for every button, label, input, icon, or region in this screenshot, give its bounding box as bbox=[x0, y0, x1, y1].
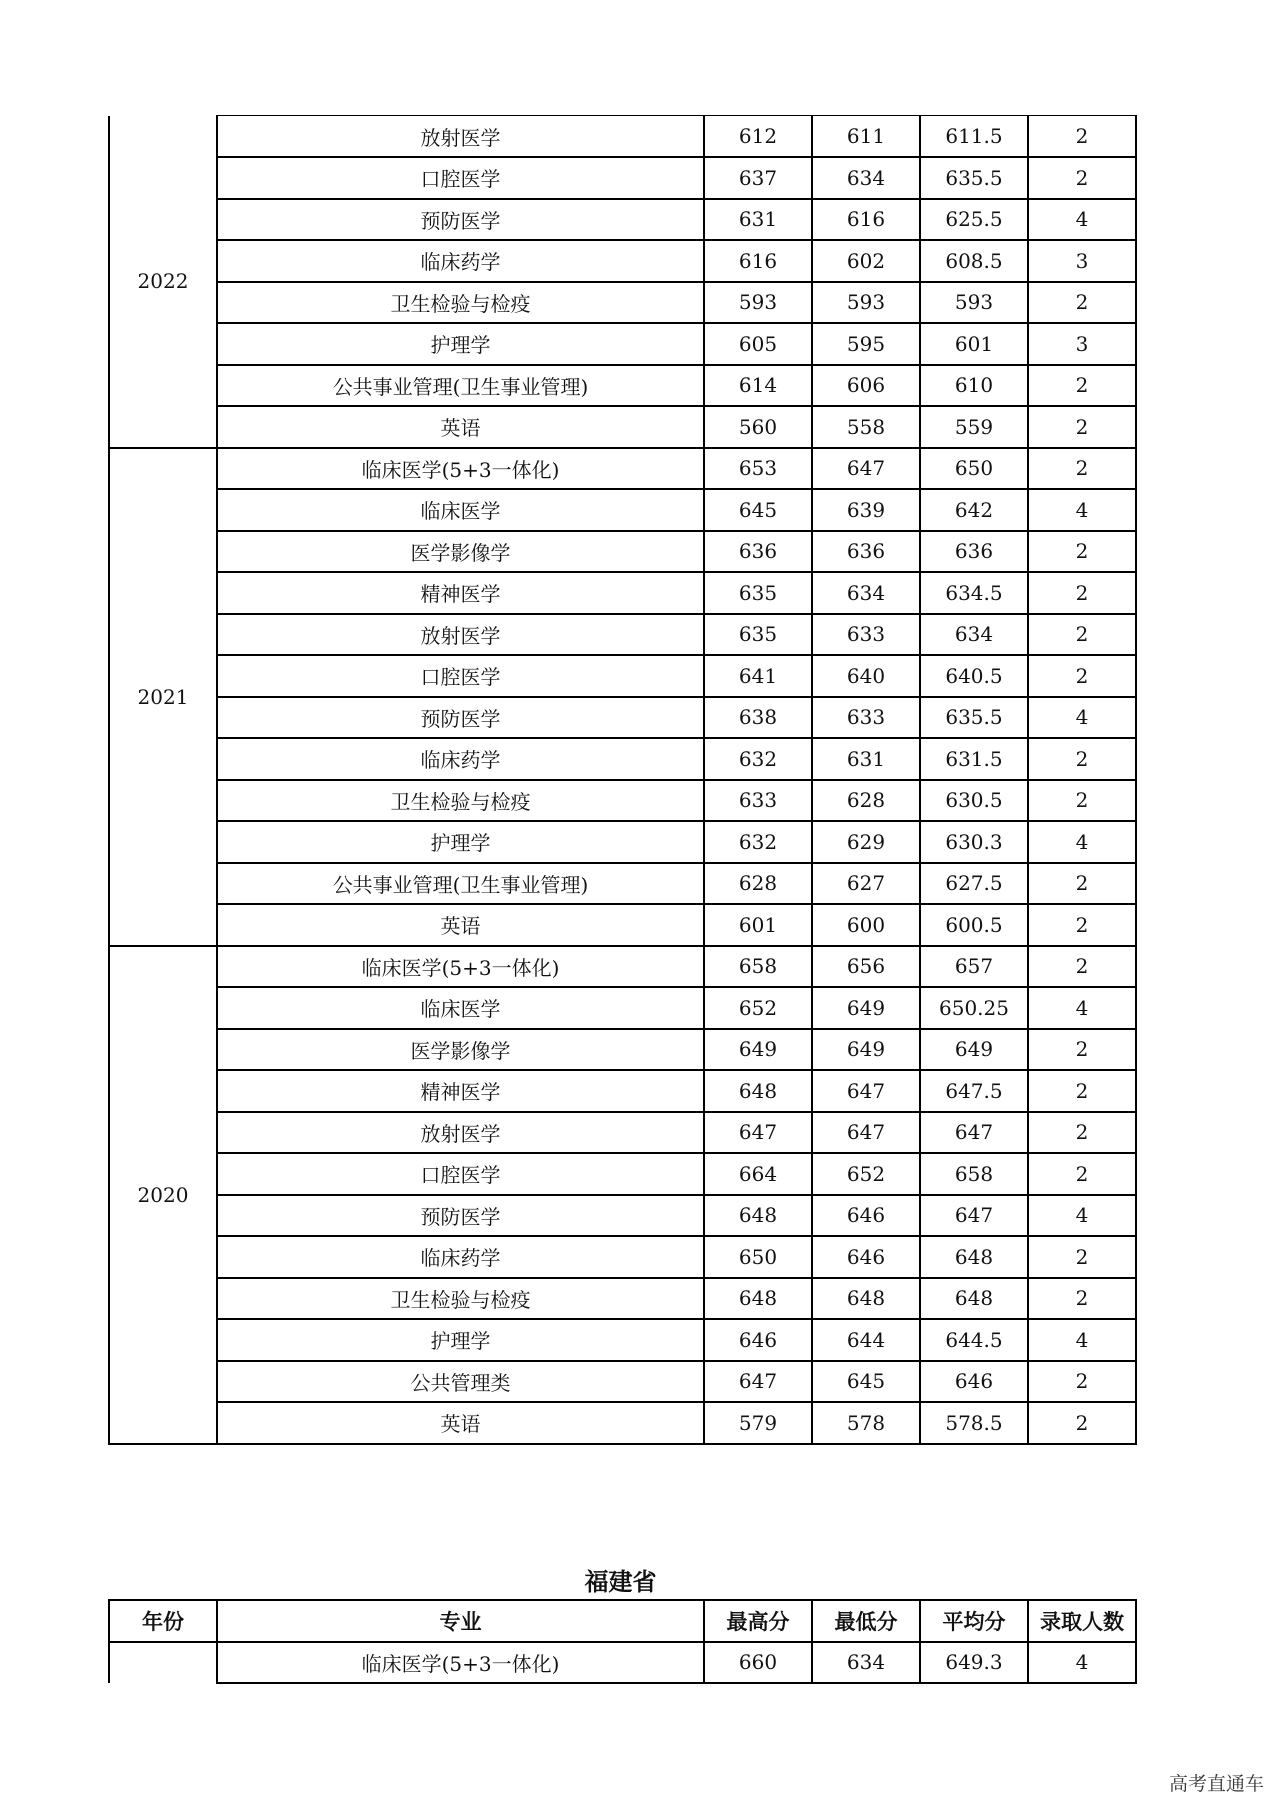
table-row bbox=[109, 157, 1136, 199]
admitted-count-cell: 2 bbox=[1028, 157, 1136, 199]
avg-score-cell: 631.5 bbox=[920, 738, 1028, 780]
table-row bbox=[109, 1361, 1136, 1403]
admitted-count-cell: 2 bbox=[1028, 1153, 1136, 1195]
admitted-count-cell: 2 bbox=[1028, 780, 1136, 822]
major-cell: 精神医学 bbox=[217, 572, 704, 614]
admitted-count-cell: 4 bbox=[1028, 987, 1136, 1029]
table-row bbox=[109, 946, 1136, 988]
min-score-cell: 646 bbox=[812, 1195, 920, 1237]
min-score-cell: 602 bbox=[812, 240, 920, 282]
admitted-count-cell: 2 bbox=[1028, 863, 1136, 905]
admitted-count-cell: 3 bbox=[1028, 323, 1136, 365]
avg-score-cell: 559 bbox=[920, 406, 1028, 448]
max-score-cell: 650 bbox=[704, 1236, 812, 1278]
max-score-cell: 647 bbox=[704, 1361, 812, 1403]
table-row bbox=[109, 1029, 1136, 1071]
major-cell: 临床药学 bbox=[217, 738, 704, 780]
max-score-cell: 660 bbox=[704, 1642, 812, 1684]
avg-score-cell: 650 bbox=[920, 448, 1028, 490]
min-score-cell: 611 bbox=[812, 116, 920, 158]
min-score-cell: 645 bbox=[812, 1361, 920, 1403]
header-year: 年份 bbox=[109, 1600, 217, 1642]
max-score-cell: 593 bbox=[704, 282, 812, 324]
table-row bbox=[109, 863, 1136, 905]
table-row bbox=[109, 531, 1136, 573]
major-cell: 卫生检验与检疫 bbox=[217, 282, 704, 324]
major-cell: 护理学 bbox=[217, 323, 704, 365]
major-cell: 临床药学 bbox=[217, 1236, 704, 1278]
admitted-count-cell: 2 bbox=[1028, 1278, 1136, 1320]
major-cell: 英语 bbox=[217, 904, 704, 946]
major-cell: 精神医学 bbox=[217, 1070, 704, 1112]
major-cell: 放射医学 bbox=[217, 1112, 704, 1154]
avg-score-cell: 630.5 bbox=[920, 780, 1028, 822]
table-row bbox=[109, 1195, 1136, 1237]
max-score-cell: 641 bbox=[704, 655, 812, 697]
avg-score-cell: 648 bbox=[920, 1236, 1028, 1278]
year-cell: 2021 bbox=[109, 448, 217, 946]
max-score-cell: 652 bbox=[704, 987, 812, 1029]
avg-score-cell: 649 bbox=[920, 1029, 1028, 1071]
avg-score-cell: 611.5 bbox=[920, 116, 1028, 158]
score-table-body bbox=[109, 116, 1136, 1444]
min-score-cell: 633 bbox=[812, 614, 920, 656]
max-score-cell: 616 bbox=[704, 240, 812, 282]
admitted-count-cell: 4 bbox=[1028, 1319, 1136, 1361]
table-row bbox=[109, 240, 1136, 282]
avg-score-cell: 646 bbox=[920, 1361, 1028, 1403]
max-score-cell: 631 bbox=[704, 199, 812, 241]
table-row bbox=[109, 904, 1136, 946]
min-score-cell: 633 bbox=[812, 697, 920, 739]
table-row bbox=[109, 821, 1136, 863]
admitted-count-cell: 2 bbox=[1028, 614, 1136, 656]
table-row bbox=[109, 282, 1136, 324]
major-cell: 临床医学 bbox=[217, 489, 704, 531]
header-max-score: 最高分 bbox=[704, 1600, 812, 1642]
header-avg-score: 平均分 bbox=[920, 1600, 1028, 1642]
avg-score-cell: 593 bbox=[920, 282, 1028, 324]
major-cell: 放射医学 bbox=[217, 116, 704, 158]
min-score-cell: 627 bbox=[812, 863, 920, 905]
min-score-cell: 636 bbox=[812, 531, 920, 573]
max-score-cell: 632 bbox=[704, 821, 812, 863]
min-score-cell: 606 bbox=[812, 365, 920, 407]
min-score-cell: 639 bbox=[812, 489, 920, 531]
table-row bbox=[109, 1278, 1136, 1320]
avg-score-cell: 657 bbox=[920, 946, 1028, 988]
major-cell: 临床医学 bbox=[217, 987, 704, 1029]
min-score-cell: 646 bbox=[812, 1236, 920, 1278]
major-cell: 卫生检验与检疫 bbox=[217, 780, 704, 822]
avg-score-cell: 600.5 bbox=[920, 904, 1028, 946]
table-row bbox=[109, 365, 1136, 407]
major-cell: 口腔医学 bbox=[217, 1153, 704, 1195]
admitted-count-cell: 2 bbox=[1028, 1112, 1136, 1154]
table-row bbox=[109, 987, 1136, 1029]
table-row bbox=[109, 738, 1136, 780]
admitted-count-cell: 4 bbox=[1028, 821, 1136, 863]
admitted-count-cell: 4 bbox=[1028, 1642, 1136, 1684]
year-cell bbox=[109, 1642, 217, 1684]
admitted-count-cell: 2 bbox=[1028, 531, 1136, 573]
table-row bbox=[109, 1236, 1136, 1278]
min-score-cell: 593 bbox=[812, 282, 920, 324]
major-cell: 医学影像学 bbox=[217, 1029, 704, 1071]
max-score-cell: 635 bbox=[704, 572, 812, 614]
table-row bbox=[109, 780, 1136, 822]
max-score-cell: 579 bbox=[704, 1402, 812, 1444]
min-score-cell: 634 bbox=[812, 1642, 920, 1684]
major-cell: 卫生检验与检疫 bbox=[217, 1278, 704, 1320]
min-score-cell: 652 bbox=[812, 1153, 920, 1195]
min-score-cell: 578 bbox=[812, 1402, 920, 1444]
major-cell: 护理学 bbox=[217, 821, 704, 863]
header-major: 专业 bbox=[217, 1600, 704, 1642]
avg-score-cell: 650.25 bbox=[920, 987, 1028, 1029]
max-score-cell: 649 bbox=[704, 1029, 812, 1071]
max-score-cell: 637 bbox=[704, 157, 812, 199]
major-cell: 护理学 bbox=[217, 1319, 704, 1361]
avg-score-cell: 647 bbox=[920, 1195, 1028, 1237]
min-score-cell: 647 bbox=[812, 1112, 920, 1154]
table-row bbox=[109, 1642, 1136, 1684]
table-row bbox=[109, 655, 1136, 697]
max-score-cell: 605 bbox=[704, 323, 812, 365]
province-score-table bbox=[108, 1599, 1137, 1684]
major-cell: 临床医学(5+3一体化) bbox=[217, 1642, 704, 1684]
min-score-cell: 629 bbox=[812, 821, 920, 863]
min-score-cell: 634 bbox=[812, 157, 920, 199]
major-cell: 口腔医学 bbox=[217, 157, 704, 199]
avg-score-cell: 630.3 bbox=[920, 821, 1028, 863]
admitted-count-cell: 2 bbox=[1028, 1402, 1136, 1444]
year-cell: 2020 bbox=[109, 946, 217, 1444]
max-score-cell: 601 bbox=[704, 904, 812, 946]
min-score-cell: 628 bbox=[812, 780, 920, 822]
avg-score-cell: 608.5 bbox=[920, 240, 1028, 282]
min-score-cell: 648 bbox=[812, 1278, 920, 1320]
header-min-score: 最低分 bbox=[812, 1600, 920, 1642]
min-score-cell: 558 bbox=[812, 406, 920, 448]
max-score-cell: 648 bbox=[704, 1278, 812, 1320]
admitted-count-cell: 2 bbox=[1028, 904, 1136, 946]
year-cell: 2022 bbox=[109, 116, 217, 448]
max-score-cell: 614 bbox=[704, 365, 812, 407]
table-row bbox=[109, 1319, 1136, 1361]
min-score-cell: 656 bbox=[812, 946, 920, 988]
max-score-cell: 648 bbox=[704, 1070, 812, 1112]
min-score-cell: 595 bbox=[812, 323, 920, 365]
max-score-cell: 638 bbox=[704, 697, 812, 739]
max-score-cell: 633 bbox=[704, 780, 812, 822]
admitted-count-cell: 2 bbox=[1028, 1029, 1136, 1071]
major-cell: 公共管理类 bbox=[217, 1361, 704, 1403]
table-row bbox=[109, 489, 1136, 531]
min-score-cell: 600 bbox=[812, 904, 920, 946]
max-score-cell: 664 bbox=[704, 1153, 812, 1195]
min-score-cell: 649 bbox=[812, 987, 920, 1029]
avg-score-cell: 658 bbox=[920, 1153, 1028, 1195]
max-score-cell: 648 bbox=[704, 1195, 812, 1237]
min-score-cell: 649 bbox=[812, 1029, 920, 1071]
admitted-count-cell: 2 bbox=[1028, 282, 1136, 324]
min-score-cell: 647 bbox=[812, 1070, 920, 1112]
min-score-cell: 644 bbox=[812, 1319, 920, 1361]
admitted-count-cell: 4 bbox=[1028, 697, 1136, 739]
table-row bbox=[109, 323, 1136, 365]
avg-score-cell: 625.5 bbox=[920, 199, 1028, 241]
table-row bbox=[109, 1070, 1136, 1112]
table-row bbox=[109, 1402, 1136, 1444]
avg-score-cell: 635.5 bbox=[920, 157, 1028, 199]
major-cell: 医学影像学 bbox=[217, 531, 704, 573]
admitted-count-cell: 4 bbox=[1028, 489, 1136, 531]
major-cell: 预防医学 bbox=[217, 1195, 704, 1237]
avg-score-cell: 627.5 bbox=[920, 863, 1028, 905]
admitted-count-cell: 2 bbox=[1028, 448, 1136, 490]
avg-score-cell: 644.5 bbox=[920, 1319, 1028, 1361]
max-score-cell: 632 bbox=[704, 738, 812, 780]
header-admitted-count: 录取人数 bbox=[1028, 1600, 1136, 1642]
major-cell: 英语 bbox=[217, 406, 704, 448]
admitted-count-cell: 2 bbox=[1028, 365, 1136, 407]
province-heading: 福建省 bbox=[584, 1568, 657, 1596]
table-row bbox=[109, 1153, 1136, 1195]
major-cell: 公共事业管理(卫生事业管理) bbox=[217, 863, 704, 905]
avg-score-cell: 642 bbox=[920, 489, 1028, 531]
avg-score-cell: 636 bbox=[920, 531, 1028, 573]
max-score-cell: 612 bbox=[704, 116, 812, 158]
min-score-cell: 616 bbox=[812, 199, 920, 241]
admitted-count-cell: 2 bbox=[1028, 1236, 1136, 1278]
avg-score-cell: 647 bbox=[920, 1112, 1028, 1154]
max-score-cell: 645 bbox=[704, 489, 812, 531]
major-cell: 公共事业管理(卫生事业管理) bbox=[217, 365, 704, 407]
max-score-cell: 628 bbox=[704, 863, 812, 905]
min-score-cell: 647 bbox=[812, 448, 920, 490]
watermark-text: 高考直通车 bbox=[1168, 1773, 1264, 1795]
admitted-count-cell: 4 bbox=[1028, 1195, 1136, 1237]
table-row bbox=[109, 697, 1136, 739]
min-score-cell: 640 bbox=[812, 655, 920, 697]
table-row bbox=[109, 406, 1136, 448]
major-cell: 临床医学(5+3一体化) bbox=[217, 946, 704, 988]
min-score-cell: 634 bbox=[812, 572, 920, 614]
table-row bbox=[109, 199, 1136, 241]
admitted-count-cell: 2 bbox=[1028, 572, 1136, 614]
major-cell: 预防医学 bbox=[217, 697, 704, 739]
header-row bbox=[109, 1600, 1136, 1642]
avg-score-cell: 610 bbox=[920, 365, 1028, 407]
table-row bbox=[109, 572, 1136, 614]
admitted-count-cell: 2 bbox=[1028, 116, 1136, 158]
admitted-count-cell: 2 bbox=[1028, 946, 1136, 988]
major-cell: 放射医学 bbox=[217, 614, 704, 656]
max-score-cell: 636 bbox=[704, 531, 812, 573]
max-score-cell: 635 bbox=[704, 614, 812, 656]
admitted-count-cell: 2 bbox=[1028, 738, 1136, 780]
major-cell: 英语 bbox=[217, 1402, 704, 1444]
admitted-count-cell: 2 bbox=[1028, 1070, 1136, 1112]
avg-score-cell: 601 bbox=[920, 323, 1028, 365]
admitted-count-cell: 4 bbox=[1028, 199, 1136, 241]
avg-score-cell: 647.5 bbox=[920, 1070, 1028, 1112]
admitted-count-cell: 2 bbox=[1028, 1361, 1136, 1403]
avg-score-cell: 578.5 bbox=[920, 1402, 1028, 1444]
table-row bbox=[109, 1112, 1136, 1154]
avg-score-cell: 634 bbox=[920, 614, 1028, 656]
avg-score-cell: 634.5 bbox=[920, 572, 1028, 614]
admitted-count-cell: 3 bbox=[1028, 240, 1136, 282]
avg-score-cell: 649.3 bbox=[920, 1642, 1028, 1684]
major-cell: 临床医学(5+3一体化) bbox=[217, 448, 704, 490]
table-row bbox=[109, 614, 1136, 656]
max-score-cell: 560 bbox=[704, 406, 812, 448]
min-score-cell: 631 bbox=[812, 738, 920, 780]
avg-score-cell: 635.5 bbox=[920, 697, 1028, 739]
avg-score-cell: 640.5 bbox=[920, 655, 1028, 697]
table-row bbox=[109, 116, 1136, 158]
major-cell: 临床药学 bbox=[217, 240, 704, 282]
admitted-count-cell: 2 bbox=[1028, 406, 1136, 448]
max-score-cell: 653 bbox=[704, 448, 812, 490]
major-cell: 口腔医学 bbox=[217, 655, 704, 697]
major-cell: 预防医学 bbox=[217, 199, 704, 241]
max-score-cell: 658 bbox=[704, 946, 812, 988]
score-table-continued bbox=[108, 115, 1137, 1445]
admitted-count-cell: 2 bbox=[1028, 655, 1136, 697]
max-score-cell: 647 bbox=[704, 1112, 812, 1154]
table-row bbox=[109, 448, 1136, 490]
avg-score-cell: 648 bbox=[920, 1278, 1028, 1320]
max-score-cell: 646 bbox=[704, 1319, 812, 1361]
